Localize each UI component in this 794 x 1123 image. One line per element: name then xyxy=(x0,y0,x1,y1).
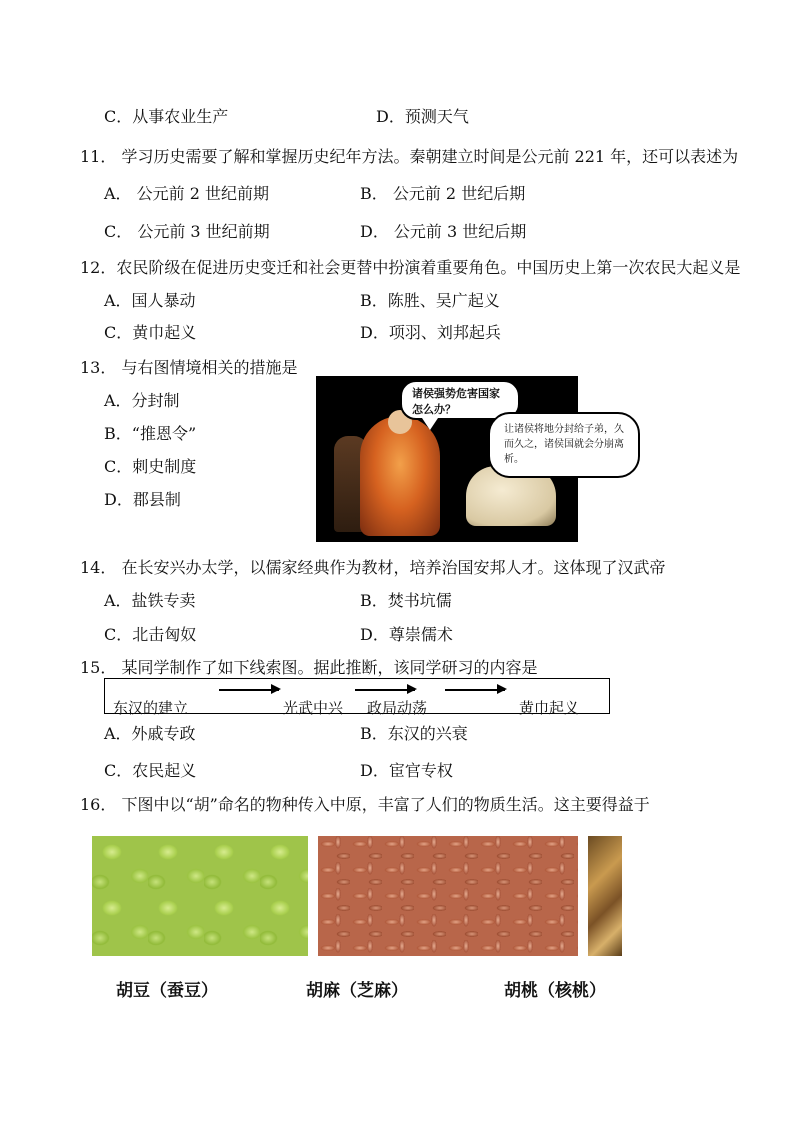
timeline-item: 黄巾起义 xyxy=(519,699,580,717)
q11-stem: 11． 学习历史需要了解和掌握历史纪年方法。秦朝建立时间是公元前 221 年，还可以表述为 xyxy=(80,147,739,166)
q13-option-a: A．分封制 xyxy=(104,391,180,410)
caption-broad-bean: 胡豆（蚕豆） xyxy=(116,981,218,1001)
q13-option-b: B．“推恩令” xyxy=(104,424,197,443)
q10-option-c: C．从事农业生产 xyxy=(104,107,229,126)
q12-option-c: C．黄巾起义 xyxy=(104,323,197,342)
q12-option-a: A．国人暴动 xyxy=(104,291,196,310)
emperor-figure xyxy=(360,416,440,536)
speech-bubble-emperor: 诸侯强势危害国家怎么办？ xyxy=(400,380,520,420)
caption-sesame: 胡麻（芝麻） xyxy=(306,981,408,1001)
walnut-photo xyxy=(588,836,622,956)
q14-option-c: C．北击匈奴 xyxy=(104,625,197,644)
timeline-arrow-icon xyxy=(445,689,505,691)
timeline-item: 东汉的建立 xyxy=(113,699,189,717)
speech-bubble-minister: 让诸侯将地分封给子弟，久而久之，诸侯国就会分崩离析。 xyxy=(488,412,640,478)
q14-option-d: D．尊崇儒术 xyxy=(360,625,453,644)
q11-option-d: D． 公元前 3 世纪后期 xyxy=(360,222,527,241)
q13-stem: 13． 与右图情境相关的措施是 xyxy=(80,358,298,377)
q15-option-d: D．宦官专权 xyxy=(360,761,453,780)
q15-stem: 15． 某同学制作了如下线索图。据此推断，该同学研习的内容是 xyxy=(80,658,538,677)
q12-stem: 12．农民阶级在促进历史变迁和社会更替中扮演着重要角色。中国历史上第一次农民大起义是 xyxy=(80,258,741,277)
q16-stem: 16． 下图中以“胡”命名的物种传入中原，丰富了人们的物质生活。这主要得益于 xyxy=(80,795,650,814)
timeline-arrow-icon xyxy=(355,689,415,691)
q15-timeline-box xyxy=(104,678,610,717)
q14-option-b: B．焚书坑儒 xyxy=(360,591,452,610)
q10-option-d: D．预测天气 xyxy=(376,107,469,126)
q13-option-c: C．刺史制度 xyxy=(104,457,197,476)
q15-option-a: A．外戚专政 xyxy=(104,724,196,743)
q15-option-c: C．农民起义 xyxy=(104,761,197,780)
q13-cartoon-image xyxy=(316,376,624,542)
q15-option-b: B．东汉的兴衰 xyxy=(360,724,468,743)
caption-walnut: 胡桃（核桃） xyxy=(504,981,606,1001)
q12-option-b: B．陈胜、吴广起义 xyxy=(360,291,500,310)
timeline-arrow-icon xyxy=(219,689,279,691)
q11-option-c: C． 公元前 3 世纪前期 xyxy=(104,222,270,241)
broad-beans-photo xyxy=(92,836,308,956)
q14-stem: 14． 在长安兴办太学，以儒家经典作为教材，培养治国安邦人才。这体现了汉武帝 xyxy=(80,558,666,577)
timeline-item: 政局动荡 xyxy=(367,699,428,717)
q13-option-d: D．郡县制 xyxy=(104,490,181,509)
sesame-seeds-photo xyxy=(318,836,578,956)
q11-option-b: B． 公元前 2 世纪后期 xyxy=(360,184,526,203)
timeline-item: 光武中兴 xyxy=(283,699,344,717)
q11-option-a: A． 公元前 2 世纪前期 xyxy=(104,184,269,203)
q12-option-d: D．项羽、刘邦起兵 xyxy=(360,323,501,342)
q14-option-a: A．盐铁专卖 xyxy=(104,591,196,610)
